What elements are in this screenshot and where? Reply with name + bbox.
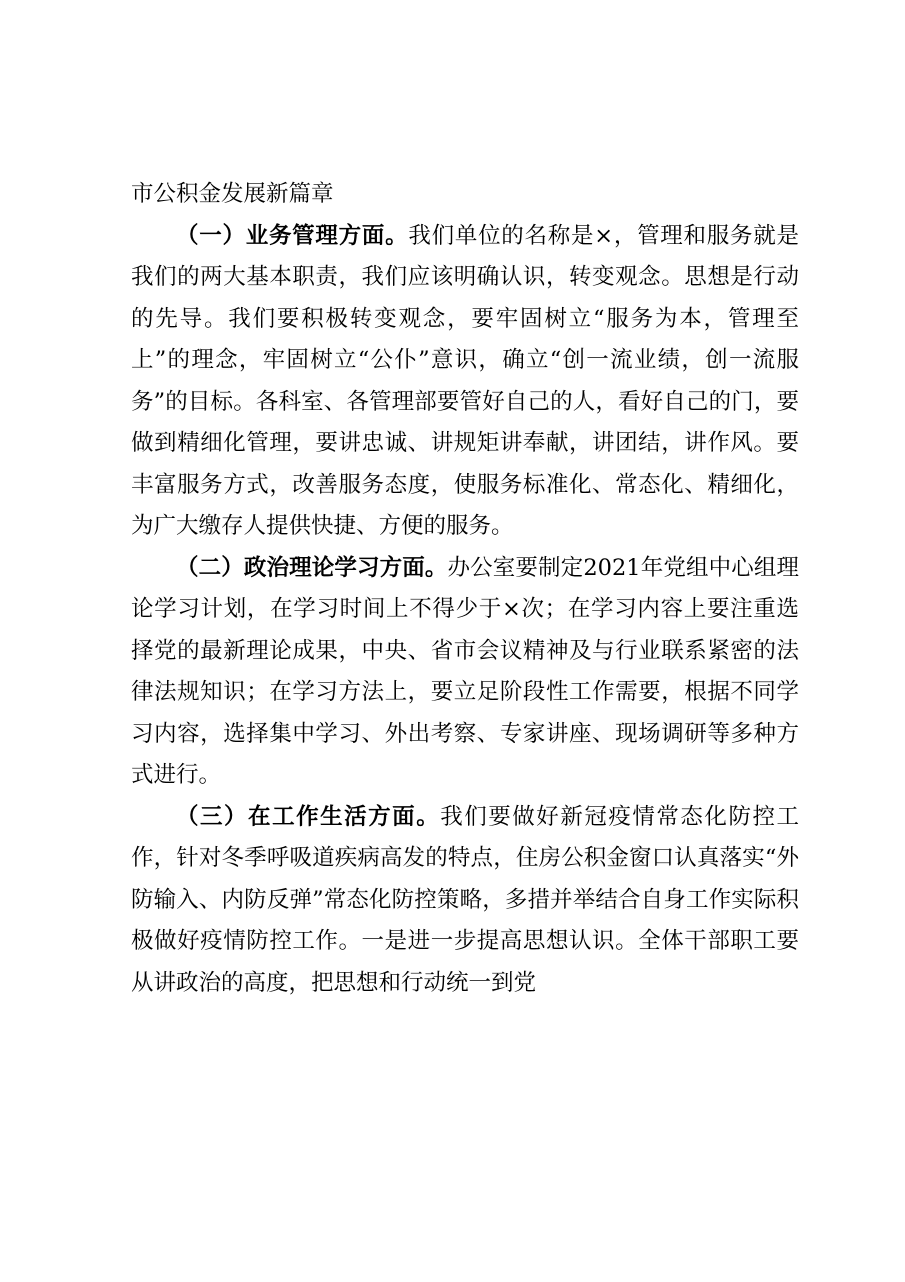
section-heading-business-management: （一）业务管理方面。 <box>176 222 409 249</box>
section-heading-political-study: （二）政治理论学习方面。 <box>176 554 448 581</box>
paragraph-text: 我们要做好新冠疫情常态化防控工作，针对冬季呼吸道疾病高发的特点，住房公积金窗口认真落实“外防输入、内防反弹”常态化防控策略，多措并举结合自身工作实际积极做好疫情防控工作。一是进一步提高思想认识。全体干部职工要从讲政治的高度，把思想和行动统一到党 <box>131 803 799 996</box>
paragraph-business-management <box>131 216 799 548</box>
document-title-line: 市公积金发展新篇章 <box>131 181 334 207</box>
document-body <box>131 174 799 1004</box>
paragraph-text: 我们单位的名称是×，管理和服务就是我们的两大基本职责，我们应该明确认识，转变观念。思想是行动的先导。我们要积极转变观念，要牢固树立“服务为本，管理至上”的理念，牢固树立“公仆”意识，确立“创一流业绩，创一流服务”的目标。各科室、各管理部要管好自己的人，看好自己的门，要做到精细化管理，要讲忠诚、讲规矩讲奉献，讲团结，讲作风。要丰富服务方式，改善服务态度，使服务标准化、常态化、精细化，为广大缴存人提供快捷、方便的服务。 <box>131 222 799 539</box>
paragraph-political-study <box>131 548 799 797</box>
paragraph-text: 办公室要制定2021年党组中心组理论学习计划，在学习时间上不得少于×次；在学习内容上要注重选择党的最新理论成果，中央、省市会议精神及与行业联系紧密的法律法规知识；在学习方法上，要立足阶段性工作需要，根据不同学习内容，选择集中学习、外出考察、专家讲座、现场调研等多种方式进行。 <box>131 554 799 788</box>
paragraph-work-life <box>131 797 799 1005</box>
section-heading-work-life: （三）在工作生活方面。 <box>176 803 441 830</box>
